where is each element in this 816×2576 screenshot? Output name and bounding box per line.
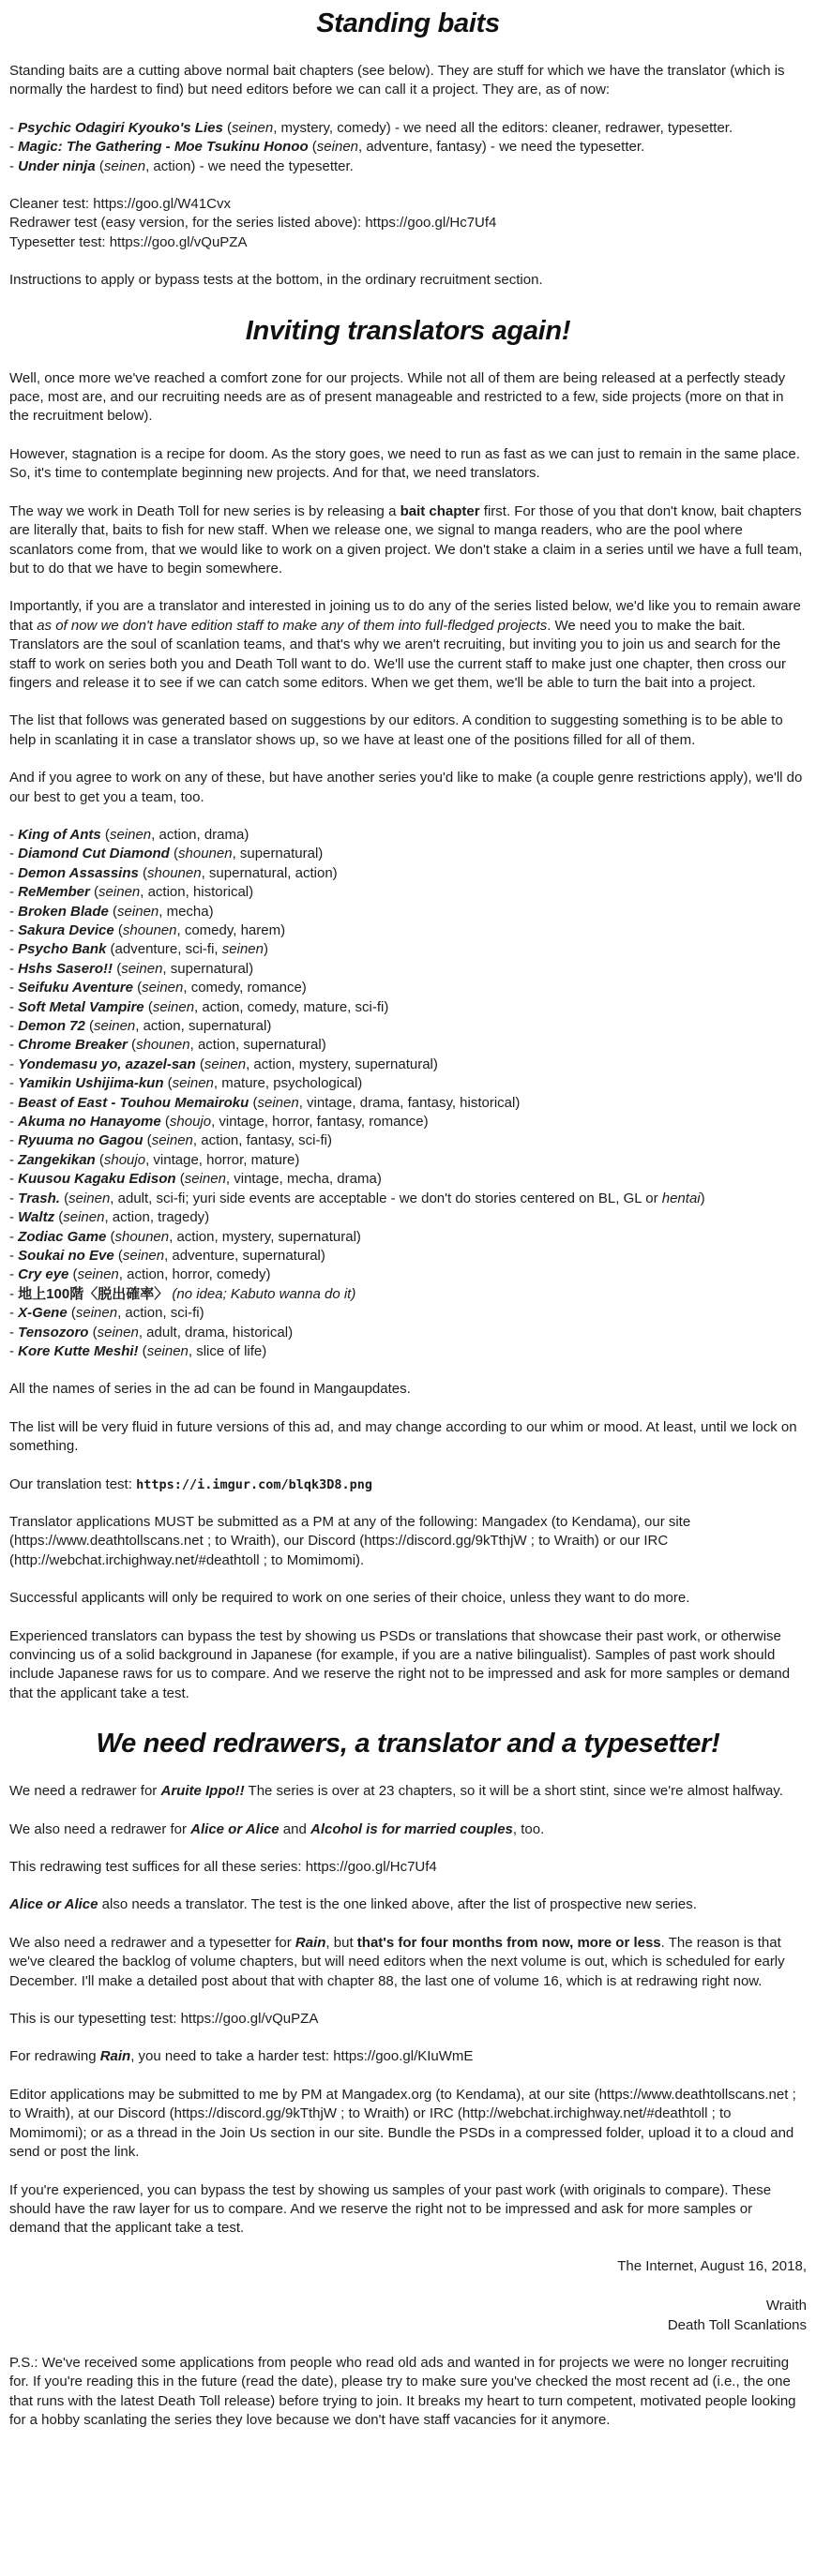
text-segment: ( bbox=[68, 1266, 78, 1283]
text-segment: bait chapter bbox=[400, 502, 480, 519]
text-segment: , action, horror, comedy) bbox=[118, 1266, 271, 1283]
text-segment: , mystery, comedy) - we need all the editors: cleaner, redrawer, typesetter. bbox=[273, 119, 733, 136]
another-series-paragraph bbox=[9, 769, 807, 807]
text-segment: , too. bbox=[512, 1820, 545, 1837]
text-segment: , action) - we need the typesetter. bbox=[145, 157, 354, 174]
series-list-item bbox=[9, 1208, 807, 1227]
text-segment: , adult, drama, historical) bbox=[138, 1324, 294, 1340]
alice-translator-line bbox=[9, 1895, 807, 1914]
text-segment: ( bbox=[222, 119, 232, 136]
text-segment: seinen bbox=[109, 826, 152, 843]
text-segment: - bbox=[9, 960, 19, 977]
text-segment: , vintage, mecha, drama) bbox=[225, 1171, 382, 1188]
text-segment: And if you agree to work on any of these, but have another series you'd like to make (a couple genre restrictions apply), we'll do our best to get you a team, too. bbox=[9, 770, 803, 805]
text-segment: shounen bbox=[147, 864, 202, 881]
dateline bbox=[9, 2257, 807, 2276]
text-segment: - bbox=[9, 922, 19, 938]
text-segment: Importantly, if you are a translator and interested in joining us to do any of the series listed below, we'd like you to remain aware that bbox=[9, 598, 801, 634]
text-segment: , action, drama) bbox=[151, 826, 249, 843]
text-segment: seinen bbox=[232, 119, 274, 136]
text-segment: Akuma no Hanayome bbox=[18, 1114, 161, 1131]
text-segment: Seifuku Aventure bbox=[18, 980, 133, 996]
text-segment: , comedy, romance) bbox=[183, 980, 307, 996]
text-segment: 地上100階〈脱出確率〉 bbox=[18, 1285, 169, 1302]
standing-baits-heading: Standing baits bbox=[316, 8, 500, 38]
text-segment: - bbox=[9, 1018, 19, 1035]
text-segment: - bbox=[9, 1132, 19, 1149]
series-list-item bbox=[9, 1285, 807, 1304]
text-segment: - bbox=[9, 1075, 19, 1092]
text-segment: , vintage, drama, fantasy, historical) bbox=[298, 1094, 521, 1111]
text-segment: first. For those of you that don't know, bait chapters are literally that, baits to fish for new staff. When we release one, we signal to manga readers, who are the pool where scanlators come from, that we would like to work on a given project. We don't stake a claim in a series until we have a full team, but to do that we have to begin somewhere. bbox=[9, 502, 803, 577]
standing-baits-intro bbox=[9, 62, 807, 100]
text-segment: , action, supernatural) bbox=[189, 1037, 326, 1054]
fluid-list-note bbox=[9, 1418, 807, 1457]
text-segment: (no idea; Kabuto wanna do it) bbox=[172, 1285, 356, 1302]
series-list-item bbox=[9, 921, 807, 940]
text-segment: - bbox=[9, 1151, 19, 1168]
text-segment: , comedy, harem) bbox=[176, 922, 286, 938]
text-segment: hentai bbox=[661, 1190, 701, 1206]
text-segment: Cleaner test: https://goo.gl/W41Cvx bbox=[9, 196, 231, 213]
text-segment: Soukai no Eve bbox=[18, 1247, 114, 1264]
text-segment: Ryuuma no Gagou bbox=[18, 1132, 144, 1149]
suggestions-paragraph bbox=[9, 711, 807, 750]
text-segment: - bbox=[9, 846, 19, 862]
text-segment: Tensozoro bbox=[18, 1324, 89, 1340]
inviting-translators-heading: Inviting translators again! bbox=[245, 315, 571, 346]
text-segment: ( bbox=[249, 1094, 258, 1111]
text-segment: - bbox=[9, 1114, 19, 1131]
text-segment: Zangekikan bbox=[18, 1151, 96, 1168]
text-segment: ) bbox=[700, 1190, 705, 1206]
editor-test-links bbox=[9, 195, 807, 252]
text-segment: Cry eye bbox=[18, 1266, 69, 1283]
text-segment: Psychic Odagiri Kyouko's Lies bbox=[18, 119, 223, 136]
text-segment: Rain bbox=[295, 1934, 326, 1951]
text-segment: , vintage, horror, fantasy, romance) bbox=[211, 1114, 429, 1131]
series-list-item bbox=[9, 1094, 807, 1113]
series-list-item bbox=[9, 1017, 807, 1036]
text-segment: - bbox=[9, 980, 19, 996]
text-segment: - bbox=[9, 1037, 19, 1054]
text-segment: ( bbox=[95, 157, 104, 174]
text-segment: Chrome Breaker bbox=[18, 1037, 128, 1054]
text-segment: - bbox=[9, 884, 19, 901]
text-segment: ( bbox=[143, 1132, 152, 1149]
text-segment: We also need a redrawer for bbox=[9, 1820, 191, 1837]
text-segment: Hshs Sasero!! bbox=[18, 960, 113, 977]
series-list-item bbox=[9, 1228, 807, 1247]
importantly-paragraph bbox=[9, 597, 807, 693]
rain-paragraph bbox=[9, 1934, 807, 1991]
text-segment: - bbox=[9, 1228, 19, 1245]
text-segment: , vintage, horror, mature) bbox=[145, 1151, 300, 1168]
text-segment: Aruite Ippo!! bbox=[160, 1783, 245, 1800]
test-link-line bbox=[9, 195, 807, 214]
rain-harder-test-line bbox=[9, 2047, 807, 2066]
text-segment: seinen bbox=[152, 998, 195, 1015]
text-segment: Demon 72 bbox=[18, 1018, 85, 1035]
text-segment: , supernatural, action) bbox=[201, 864, 338, 881]
text-segment: The list that follows was generated based on suggestions by our editors. A condition to suggesting something is to be able to help in scanlating it in case a translator shows up, so we have at least one of the positions filled for all of them. bbox=[9, 712, 783, 748]
series-list-item bbox=[9, 1074, 807, 1093]
prospective-series-list bbox=[9, 826, 807, 1361]
text-segment: This redrawing test suffices for all these series: https://goo.gl/Hc7Uf4 bbox=[9, 1859, 437, 1876]
series-list-item bbox=[9, 1342, 807, 1361]
series-list-item bbox=[9, 960, 807, 979]
text-segment: shounen bbox=[178, 846, 233, 862]
text-segment: Our translation test: bbox=[9, 1475, 137, 1492]
text-segment: ( bbox=[144, 998, 153, 1015]
text-segment: seinen bbox=[122, 1247, 165, 1264]
text-segment: seinen bbox=[172, 1075, 214, 1092]
text-segment: seinen bbox=[63, 1209, 105, 1226]
text-segment: , slice of life) bbox=[188, 1342, 267, 1359]
text-segment: ( bbox=[88, 1324, 98, 1340]
text-segment: , supernatural) bbox=[232, 846, 324, 862]
text-segment: seinen bbox=[204, 1056, 247, 1072]
postscript-paragraph bbox=[9, 2354, 807, 2431]
bait-series-item bbox=[9, 138, 807, 157]
text-segment: seinen bbox=[121, 960, 163, 977]
text-segment: , adventure, fantasy) - we need the typesetter. bbox=[358, 139, 645, 156]
text-segment: If you're experienced, you can bypass the test by showing us samples of your past work (with originals to compare). These should have the raw layer for us to compare. And we reserve the right not to be impressed and ask for more samples or demand that the applicant take a test. bbox=[9, 2181, 772, 2237]
text-segment: - bbox=[9, 157, 19, 174]
text-segment: This is our typesetting test: https://goo.gl/vQuPZA bbox=[9, 2011, 319, 2028]
text-segment: , mature, psychological) bbox=[213, 1075, 363, 1092]
text-segment: Waltz bbox=[18, 1209, 55, 1226]
text-segment: Rain bbox=[99, 2048, 131, 2065]
text-segment: The way we work in Death Toll for new series is by releasing a bbox=[9, 502, 400, 519]
comfort-zone-paragraph bbox=[9, 369, 807, 427]
text-segment: , action, historical) bbox=[140, 884, 254, 901]
text-segment: ( bbox=[138, 864, 148, 881]
stagnation-paragraph bbox=[9, 445, 807, 484]
bait-chapter-paragraph bbox=[9, 502, 807, 579]
series-list-item bbox=[9, 1113, 807, 1131]
text-segment: that's for four months from now, more or less bbox=[356, 1934, 661, 1951]
text-segment: seinen bbox=[77, 1266, 119, 1283]
text-segment: - bbox=[9, 1190, 19, 1206]
text-segment: The Internet, August 16, 2018, bbox=[617, 2257, 807, 2274]
text-segment: shounen bbox=[136, 1037, 190, 1054]
text-segment: , action, mystery, supernatural) bbox=[246, 1056, 438, 1072]
text-segment: seinen bbox=[316, 139, 358, 156]
text-segment: ( bbox=[95, 1151, 104, 1168]
text-segment: - bbox=[9, 139, 19, 156]
text-segment: ( bbox=[195, 1056, 204, 1072]
text-segment: shounen bbox=[122, 922, 177, 938]
text-segment: ( bbox=[59, 1190, 69, 1206]
bait-series-item bbox=[9, 119, 807, 138]
text-segment: - bbox=[9, 1209, 19, 1226]
text-segment: We also need a redrawer and a typesetter for bbox=[9, 1934, 295, 1951]
text-segment: (adventure, sci-fi, bbox=[106, 941, 222, 958]
text-segment: Demon Assassins bbox=[18, 864, 139, 881]
text-segment: - bbox=[9, 941, 19, 958]
series-list-item bbox=[9, 883, 807, 902]
test-instructions-note bbox=[9, 271, 807, 290]
editor-applications-paragraph bbox=[9, 2086, 807, 2163]
text-segment: Under ninja bbox=[18, 157, 96, 174]
text-segment: ReMember bbox=[18, 884, 90, 901]
text-segment: as of now we don't have edition staff to make any of them into full-fledged projects bbox=[37, 617, 548, 634]
text-segment: shounen bbox=[114, 1228, 170, 1245]
text-segment: ) bbox=[263, 941, 268, 958]
text-segment: , but bbox=[325, 1934, 357, 1951]
text-segment: , action, tragedy) bbox=[104, 1209, 210, 1226]
series-list-item bbox=[9, 903, 807, 921]
text-segment: Instructions to apply or bypass tests at the bottom, in the ordinary recruitment section. bbox=[9, 272, 543, 289]
text-segment: ( bbox=[169, 846, 179, 862]
redrawing-test-line bbox=[9, 1858, 807, 1877]
text-segment: ( bbox=[113, 922, 123, 938]
text-segment: Wraith bbox=[765, 2298, 807, 2314]
text-segment: P.S.: We've received some applications from people who read old ads and wanted in for projects we were no longer recruiting for. If you're reading this in the future (read the date), please try to make sure you've checked the most recent ad (i.e., the one that runs with the latest Death Toll release) before trying to join. It breaks my heart to turn competent, motivated people looking for a hobby scanlating the series they love because we don't have staff vacancies for it anymore. bbox=[9, 2354, 796, 2429]
text-segment: ( bbox=[113, 1247, 123, 1264]
text-segment: However, stagnation is a recipe for doom. As the story goes, we need to run as fast as we can just to remain in the same place. So, it's time to contemplate beginning new projects. And for that, we need translators. bbox=[9, 445, 800, 482]
text-segment: ( bbox=[108, 903, 118, 920]
text-segment: King of Ants bbox=[18, 826, 101, 843]
text-segment: shoujo bbox=[103, 1151, 146, 1168]
experienced-editors-paragraph bbox=[9, 2181, 807, 2239]
text-segment: , action, sci-fi) bbox=[117, 1305, 204, 1322]
text-segment: We need a redrawer for bbox=[9, 1783, 161, 1800]
text-segment: - bbox=[9, 903, 19, 920]
text-segment: Experienced translators can bypass the test by showing us PSDs or translations that showcase their past work, or otherwise convincing us of a solid background in Japanese (for example, if you are a native bilingualist). Samples of past work should include Japanese raws for us to compare. And we reserve the right not to be impressed and ask for more samples or demand that the applicant take a test. bbox=[9, 1627, 791, 1701]
text-segment: ( bbox=[100, 826, 110, 843]
text-segment: ( bbox=[127, 1037, 137, 1054]
text-segment: . The reason is that we've cleared the backlog of volume chapters, but will need editors when the next volume is out, which is scheduled for early December. I'll make a detailed post about that with chapter 88, the last one of volume 16, which is at redrawing right now. bbox=[9, 1934, 785, 1989]
text-segment: - bbox=[9, 119, 19, 136]
series-list-item bbox=[9, 1151, 807, 1170]
text-segment: , supernatural) bbox=[162, 960, 254, 977]
text-segment: , action, fantasy, sci-fi) bbox=[192, 1132, 332, 1149]
we-need-redrawers-heading: We need redrawers, a translator and a typesetter! bbox=[96, 1729, 720, 1760]
text-segment: - bbox=[9, 1285, 19, 1302]
text-segment: , adventure, supernatural) bbox=[164, 1247, 325, 1264]
text-segment: shoujo bbox=[169, 1114, 212, 1131]
text-segment: Well, once more we've reached a comfort zone for our projects. While not all of them are being released at a perfectly steady pace, most are, and our recruiting needs are as of present manageable and restricted to a few, side projects (more on that in the recruitment below). bbox=[9, 369, 786, 425]
text-segment: , action, mystery, supernatural) bbox=[169, 1228, 361, 1245]
signature-line bbox=[9, 2316, 807, 2335]
text-segment: Standing baits are a cutting above normal bait chapters (see below). They are stuff for which we have the translator (which is normally the hardest to find) but need editors before we can call it a project. They are, as of now: bbox=[9, 63, 785, 98]
text-segment: ( bbox=[113, 960, 122, 977]
text-segment: - bbox=[9, 1171, 19, 1188]
series-list-item bbox=[9, 1266, 807, 1284]
text-segment: - bbox=[9, 1342, 19, 1359]
alice-alcohol-paragraph bbox=[9, 1820, 807, 1839]
text-segment: , you need to take a harder test: https://goo.gl/KIuWmE bbox=[130, 2048, 474, 2065]
text-segment: ( bbox=[160, 1114, 170, 1131]
signature bbox=[9, 2297, 807, 2335]
text-segment: seinen bbox=[97, 1324, 139, 1340]
text-segment: - bbox=[9, 1056, 19, 1072]
test-link-line bbox=[9, 233, 807, 252]
translator-applications-paragraph bbox=[9, 1513, 807, 1570]
text-segment: - bbox=[9, 826, 19, 843]
signature-line bbox=[9, 2297, 807, 2315]
series-list-item bbox=[9, 826, 807, 845]
text-segment: Alice or Alice bbox=[190, 1820, 280, 1837]
mangaupdates-note bbox=[9, 1380, 807, 1399]
text-segment: ( bbox=[84, 1018, 95, 1035]
text-segment: , adult, sci-fi; yuri side events are acceptable - we don't do stories centered on BL, GL or bbox=[110, 1190, 662, 1206]
text-segment: Yamikin Ushijima-kun bbox=[18, 1075, 164, 1092]
text-segment: - bbox=[9, 1324, 19, 1340]
text-segment: seinen bbox=[146, 1342, 189, 1359]
text-segment: ( bbox=[308, 139, 317, 156]
text-segment: ( bbox=[138, 1342, 147, 1359]
successful-applicants-note bbox=[9, 1589, 807, 1608]
text-segment: Alice or Alice bbox=[9, 1896, 98, 1913]
text-segment: seinen bbox=[257, 1094, 299, 1111]
text-segment: - bbox=[9, 998, 19, 1015]
text-segment: Death Toll Scanlations bbox=[667, 2316, 807, 2333]
bait-series-item bbox=[9, 157, 807, 176]
experienced-translators-paragraph bbox=[9, 1627, 807, 1704]
text-segment: Trash. bbox=[18, 1190, 60, 1206]
text-segment: seinen bbox=[221, 941, 264, 958]
text-segment: seinen bbox=[98, 884, 141, 901]
series-list-item bbox=[9, 1170, 807, 1189]
series-list-item bbox=[9, 864, 807, 883]
text-segment: - bbox=[9, 1305, 19, 1322]
text-segment: . We need you to make the bait. Translators are the soul of scanlation teams, and that's why we aren't recruiting, but inviting you to join us and search for the staff to work on series both you and Death Toll want to do. We'll use the current staff to make just one chapter, then cross our fingers and release it to see if we can catch some editors. When we get them, we'll be able to turn the bait into a project. bbox=[9, 617, 787, 691]
text-segment: also needs a translator. The test is the one linked above, after the list of prospective new series. bbox=[98, 1896, 697, 1913]
text-segment: seinen bbox=[75, 1305, 118, 1322]
text-segment: Yondemasu yo, azazel-san bbox=[18, 1056, 196, 1072]
text-segment: Alcohol is for married couples bbox=[310, 1820, 513, 1837]
text-segment: - bbox=[9, 1094, 19, 1111]
series-list-item bbox=[9, 1324, 807, 1342]
text-segment: - bbox=[9, 1266, 19, 1283]
standing-baits-list bbox=[9, 119, 807, 176]
text-segment: Zodiac Game bbox=[18, 1228, 107, 1245]
text-segment: ( bbox=[106, 1228, 115, 1245]
text-segment: Broken Blade bbox=[18, 903, 109, 920]
series-list-item bbox=[9, 845, 807, 863]
text-segment: Redrawer test (easy version, for the series listed above): https://goo.gl/Hc7Uf4 bbox=[9, 215, 497, 232]
series-list-item bbox=[9, 1247, 807, 1266]
text-segment: seinen bbox=[94, 1018, 136, 1035]
text-segment: ( bbox=[163, 1075, 173, 1092]
text-segment: All the names of series in the ad can be found in Mangaupdates. bbox=[9, 1381, 411, 1398]
series-list-item bbox=[9, 1131, 807, 1150]
text-segment: The list will be very fluid in future versions of this ad, and may change according to our whim or mood. At least, until we lock on something. bbox=[9, 1418, 797, 1455]
series-list-item bbox=[9, 1190, 807, 1208]
text-segment: - bbox=[9, 864, 19, 881]
text-segment: , action, comedy, mature, sci-fi) bbox=[194, 998, 389, 1015]
text-segment: Soft Metal Vampire bbox=[18, 998, 144, 1015]
text-segment: Beast of East - Touhou Memairoku bbox=[18, 1094, 249, 1111]
text-segment: Sakura Device bbox=[18, 922, 114, 938]
text-segment: ( bbox=[54, 1209, 64, 1226]
text-segment: seinen bbox=[184, 1171, 226, 1188]
text-segment: ( bbox=[132, 980, 143, 996]
text-segment: Translator applications MUST be submitted as a PM at any of the following: Mangadex (to Kendama), our site (https://www.deathtollscans.net ; to Wraith), our Discord (https://discord.gg/9kTthjW ; to Wraith) or our IRC (http://webchat.irchighway.net/#deathtoll ; to Momimomi). bbox=[9, 1513, 691, 1568]
text-segment: seinen bbox=[103, 157, 146, 174]
text-segment: Successful applicants will only be required to work on one series of their choice, unless they want to do more. bbox=[9, 1590, 690, 1607]
typesetting-test-line bbox=[9, 2010, 807, 2029]
text-segment: ( bbox=[67, 1305, 76, 1322]
text-segment: Diamond Cut Diamond bbox=[18, 846, 170, 862]
text-segment: seinen bbox=[68, 1190, 111, 1206]
series-list-item bbox=[9, 1036, 807, 1055]
series-list-item bbox=[9, 940, 807, 959]
text-segment: X-Gene bbox=[18, 1305, 68, 1322]
text-segment: - bbox=[9, 1247, 19, 1264]
translation-test-line bbox=[9, 1475, 807, 1494]
text-segment: The series is over at 23 chapters, so it will be a short stint, since we're almost halfway. bbox=[244, 1783, 783, 1800]
series-list-item bbox=[9, 979, 807, 997]
text-segment: Kore Kutte Meshi! bbox=[18, 1342, 139, 1359]
text-segment: seinen bbox=[117, 903, 159, 920]
text-segment: ( bbox=[89, 884, 99, 901]
series-list-item bbox=[9, 1056, 807, 1074]
text-segment: https://i.imgur.com/blqk3D8.png bbox=[136, 1476, 373, 1492]
text-segment: seinen bbox=[142, 980, 184, 996]
text-segment: seinen bbox=[151, 1132, 193, 1149]
text-segment: Editor applications may be submitted to me by PM at Mangadex.org (to Kendama), at our site (https://www.deathtollscans.net ; to Wraith), at our Discord (https://discord.gg/9kTthjW ; to Wraith) or IRC (http://webchat.irchighway.net/#deathtoll ; to Momimomi); or as a thread in the Join Us section in our site. Bundle the PSDs in a compressed folder, upload it to a cloud and send or post the link. bbox=[9, 2086, 796, 2161]
aruite-ippo-paragraph bbox=[9, 1782, 807, 1801]
text-segment: Magic: The Gathering - Moe Tsukinu Honoo bbox=[18, 139, 309, 156]
text-segment: Psycho Bank bbox=[18, 941, 107, 958]
series-list-item bbox=[9, 1304, 807, 1323]
series-list-item bbox=[9, 998, 807, 1017]
text-segment: , mecha) bbox=[159, 903, 214, 920]
text-segment: , action, supernatural) bbox=[135, 1018, 272, 1035]
text-segment: and bbox=[279, 1820, 311, 1837]
test-link-line bbox=[9, 214, 807, 232]
text-segment: ( bbox=[175, 1171, 185, 1188]
text-segment: Kuusou Kagaku Edison bbox=[18, 1171, 176, 1188]
text-segment: Typesetter test: https://goo.gl/vQuPZA bbox=[9, 233, 248, 250]
text-segment: For redrawing bbox=[9, 2048, 100, 2065]
